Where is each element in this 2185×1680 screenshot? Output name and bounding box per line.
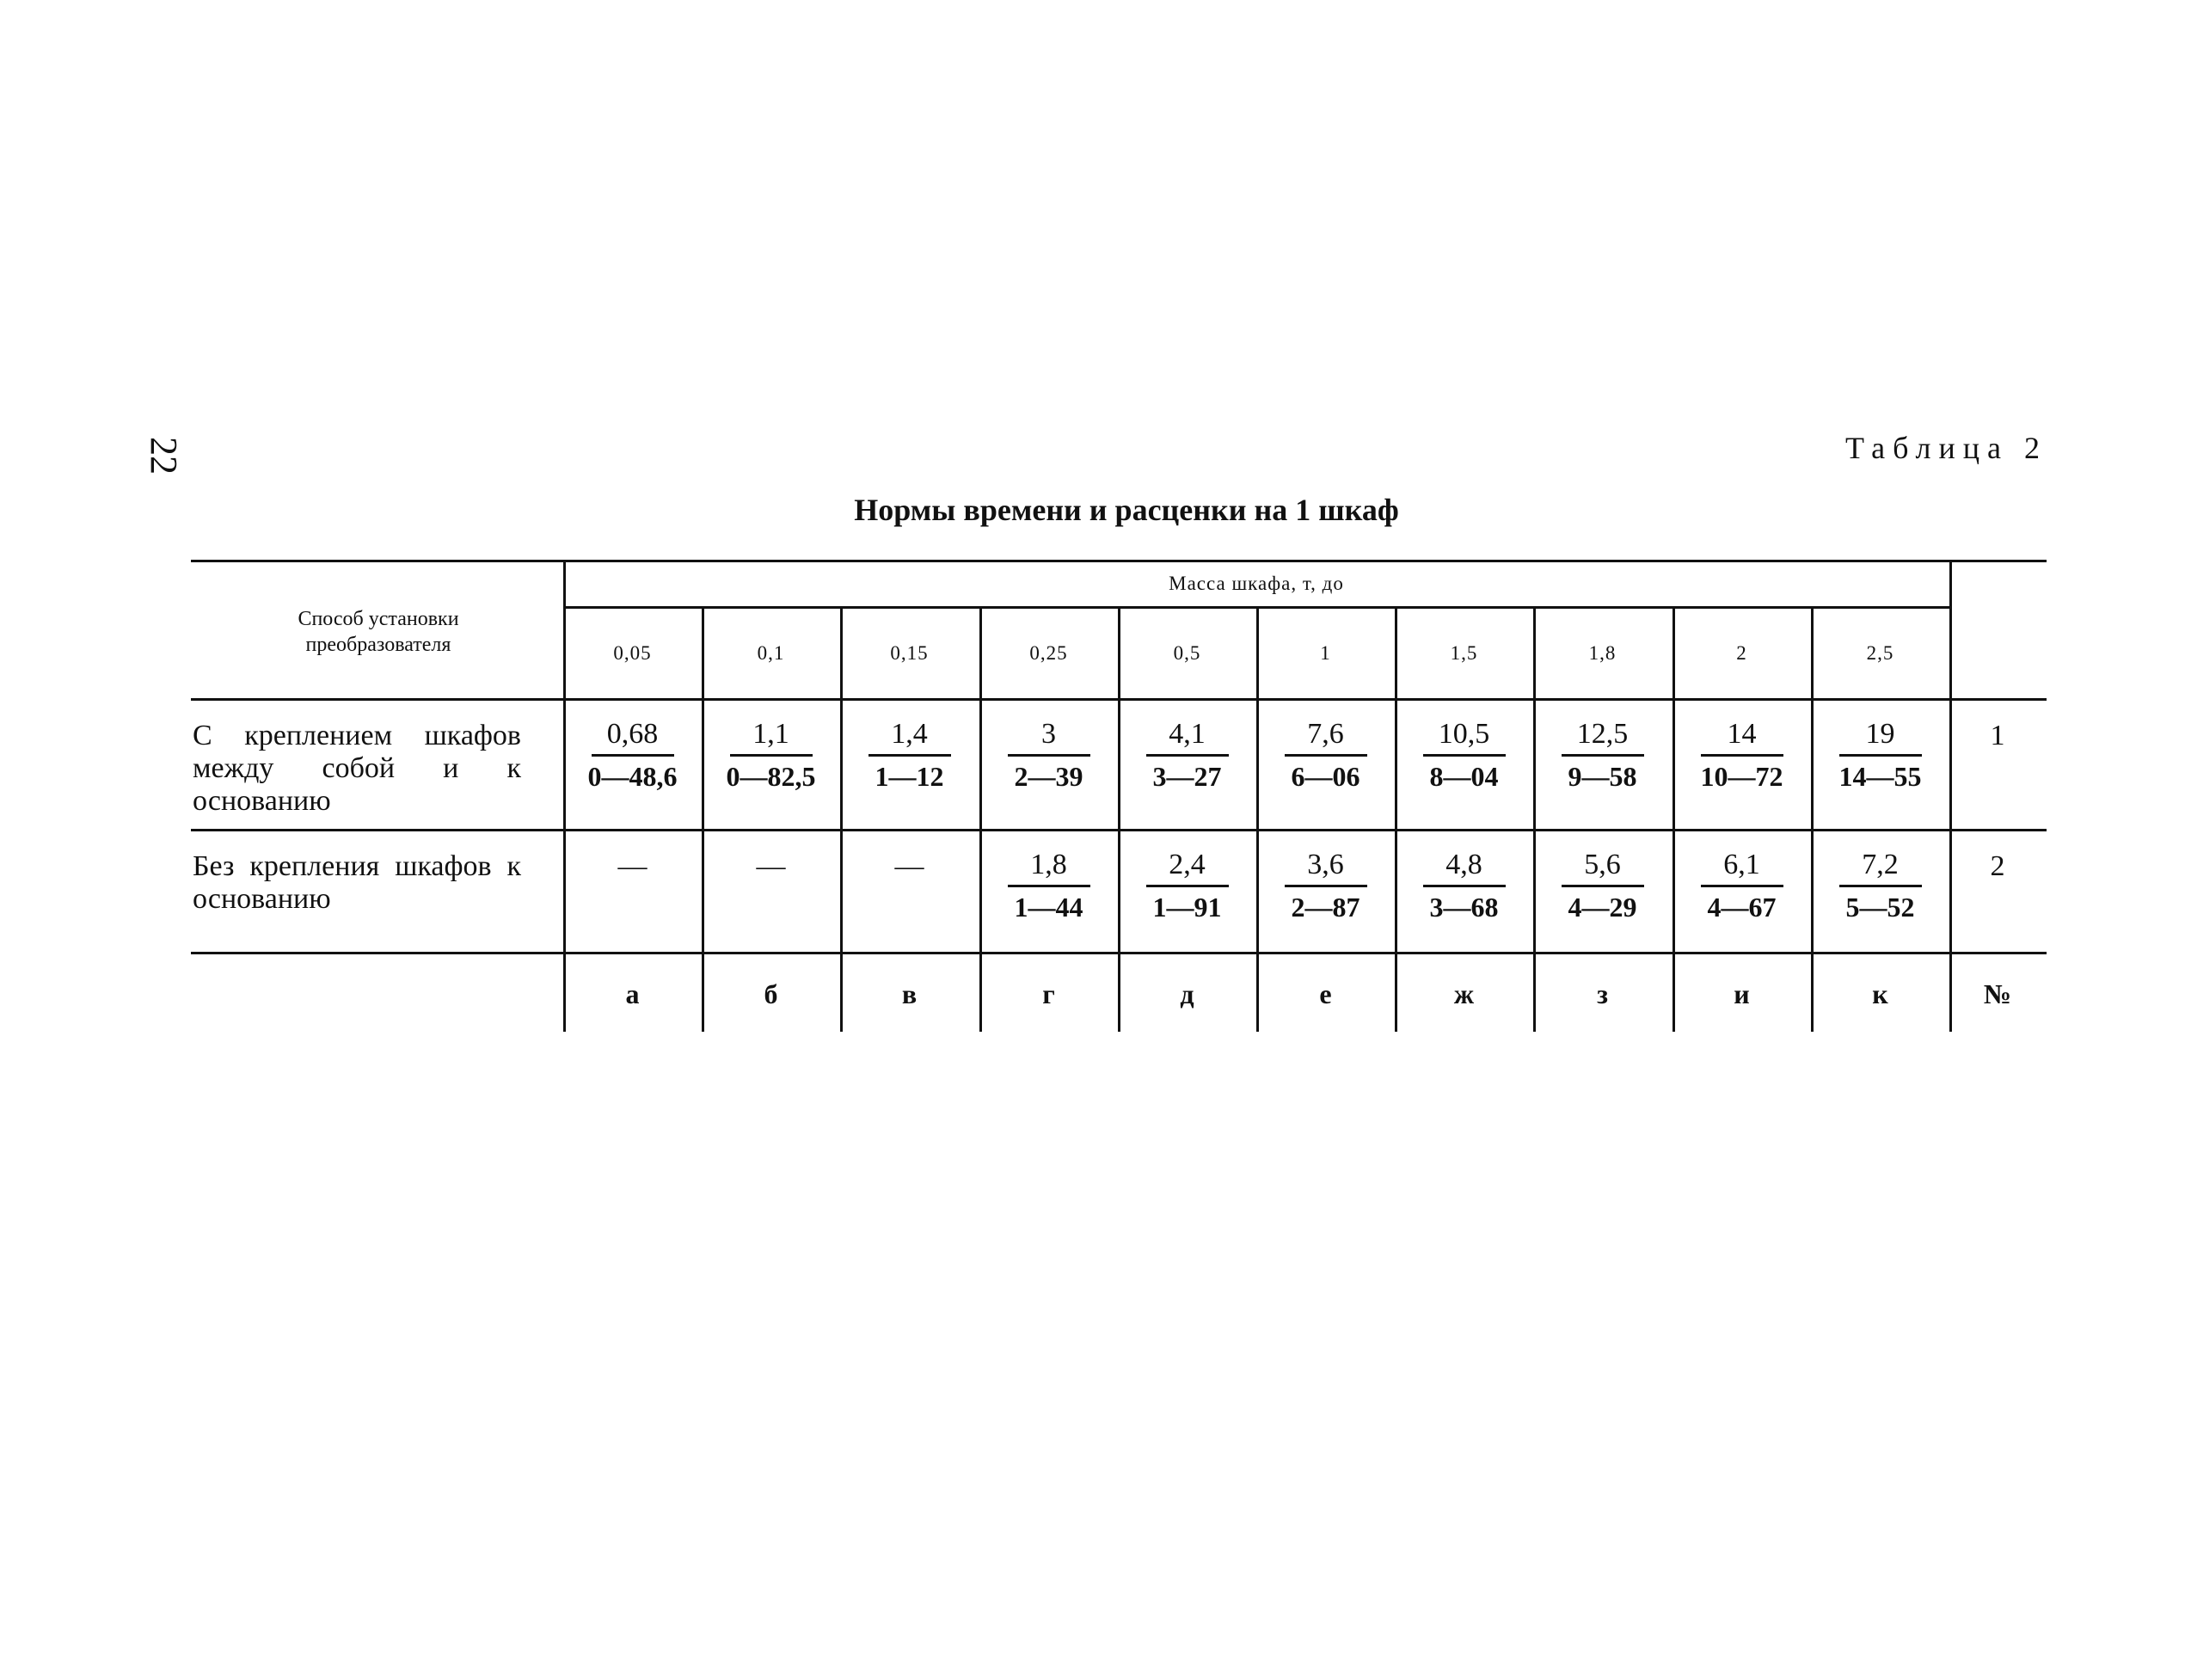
rate-value: 14—55 xyxy=(1838,761,1922,792)
rate-value: 9—58 xyxy=(1568,761,1637,792)
time-norm: 1,1 xyxy=(730,718,813,757)
mass-value: 2,5 xyxy=(1866,642,1894,664)
mass-value: 1,5 xyxy=(1450,642,1478,664)
row-label: Без крепления шкафов к основанию xyxy=(193,850,521,915)
row-label: С креплением шкафов между собой и к основанию xyxy=(193,720,521,817)
row-number: 1 xyxy=(1990,720,2005,751)
table-label: Таблица 2 xyxy=(1845,431,2047,465)
column-letter: в xyxy=(901,978,918,1009)
time-norm: 1,4 xyxy=(868,718,951,757)
norm-fraction xyxy=(840,718,979,793)
mass-value: 0,05 xyxy=(613,642,652,664)
time-norm: 3,6 xyxy=(1285,849,1367,887)
time-norm: 2,4 xyxy=(1146,849,1229,887)
mass-value: 0,15 xyxy=(890,642,929,664)
rate-value: 0—48,6 xyxy=(587,761,678,792)
rate-value: 4—29 xyxy=(1568,892,1637,923)
rate-value: 8—04 xyxy=(1429,761,1499,792)
column-letter: б xyxy=(764,978,778,1009)
mass-value: 1 xyxy=(1320,642,1331,664)
time-norm: 10,5 xyxy=(1423,718,1506,757)
rate-value: 1—12 xyxy=(875,761,944,792)
rate-value: 3—27 xyxy=(1152,761,1222,792)
rate-value: 2—87 xyxy=(1291,892,1360,923)
norm-fraction xyxy=(1395,718,1533,793)
rate-value: 0—82,5 xyxy=(726,761,816,792)
time-norm: 4,8 xyxy=(1423,849,1506,887)
page-number: 22 xyxy=(143,437,185,475)
row-number: 2 xyxy=(1990,850,2005,882)
time-norm: 1,8 xyxy=(1008,849,1090,887)
mass-value: 1,8 xyxy=(1588,642,1617,664)
mass-value: 0,5 xyxy=(1173,642,1201,664)
norm-fraction xyxy=(1118,718,1256,793)
norm-fraction xyxy=(1256,849,1395,923)
mass-value: 0,1 xyxy=(757,642,785,664)
rate-value: 1—44 xyxy=(1014,892,1083,923)
time-norm: 5,6 xyxy=(1562,849,1644,887)
rate-value: 3—68 xyxy=(1429,892,1499,923)
norm-fraction xyxy=(1811,849,1949,923)
column-letter: к xyxy=(1872,978,1888,1009)
time-norm: 3 xyxy=(1008,718,1090,757)
empty-cell-dash: — xyxy=(894,850,924,882)
time-norm: 7,6 xyxy=(1285,718,1367,757)
mass-value: 2 xyxy=(1736,642,1747,664)
table-title: Нормы времени и расценки на 1 шкаф xyxy=(854,493,1399,527)
method-column-header: Способ установки преобразователя xyxy=(298,608,459,656)
column-letter: е xyxy=(1319,978,1332,1009)
rate-value: 2—39 xyxy=(1014,761,1083,792)
norm-fraction xyxy=(979,849,1118,923)
norm-fraction xyxy=(1118,849,1256,923)
column-divider-number xyxy=(1949,560,1952,1032)
empty-cell-dash: — xyxy=(756,850,786,882)
time-norm: 4,1 xyxy=(1146,718,1229,757)
column-letter: а xyxy=(625,978,640,1009)
rate-value: 10—72 xyxy=(1700,761,1783,792)
rate-value: 5—52 xyxy=(1845,892,1915,923)
norm-fraction xyxy=(563,718,702,793)
norm-fraction xyxy=(979,718,1118,793)
norm-fraction xyxy=(1395,849,1533,923)
column-letter: и xyxy=(1734,978,1750,1009)
rate-value: 4—67 xyxy=(1707,892,1777,923)
time-norm: 6,1 xyxy=(1701,849,1783,887)
mass-value: 0,25 xyxy=(1029,642,1068,664)
column-letter: ж xyxy=(1453,978,1475,1009)
time-norm: 14 xyxy=(1701,718,1783,757)
norm-fraction xyxy=(1256,718,1395,793)
time-norm: 0,68 xyxy=(592,718,674,757)
time-norm: 7,2 xyxy=(1839,849,1922,887)
norm-fraction xyxy=(1533,849,1672,923)
rate-value: 6—06 xyxy=(1291,761,1360,792)
norm-fraction xyxy=(1533,718,1672,793)
column-letter: г xyxy=(1042,978,1055,1009)
norm-fraction xyxy=(702,718,840,793)
column-letter: з xyxy=(1597,978,1608,1009)
empty-cell-dash: — xyxy=(617,850,648,882)
time-norm: 19 xyxy=(1839,718,1922,757)
rate-value: 1—91 xyxy=(1152,892,1222,923)
column-letter: д xyxy=(1180,978,1194,1009)
norm-fraction xyxy=(1811,718,1949,793)
mass-header: Масса шкафа, т, до xyxy=(1169,573,1344,594)
norm-fraction xyxy=(1673,718,1811,793)
number-symbol: № xyxy=(1983,978,2012,1009)
time-norm: 12,5 xyxy=(1562,718,1644,757)
norm-fraction xyxy=(1673,849,1811,923)
